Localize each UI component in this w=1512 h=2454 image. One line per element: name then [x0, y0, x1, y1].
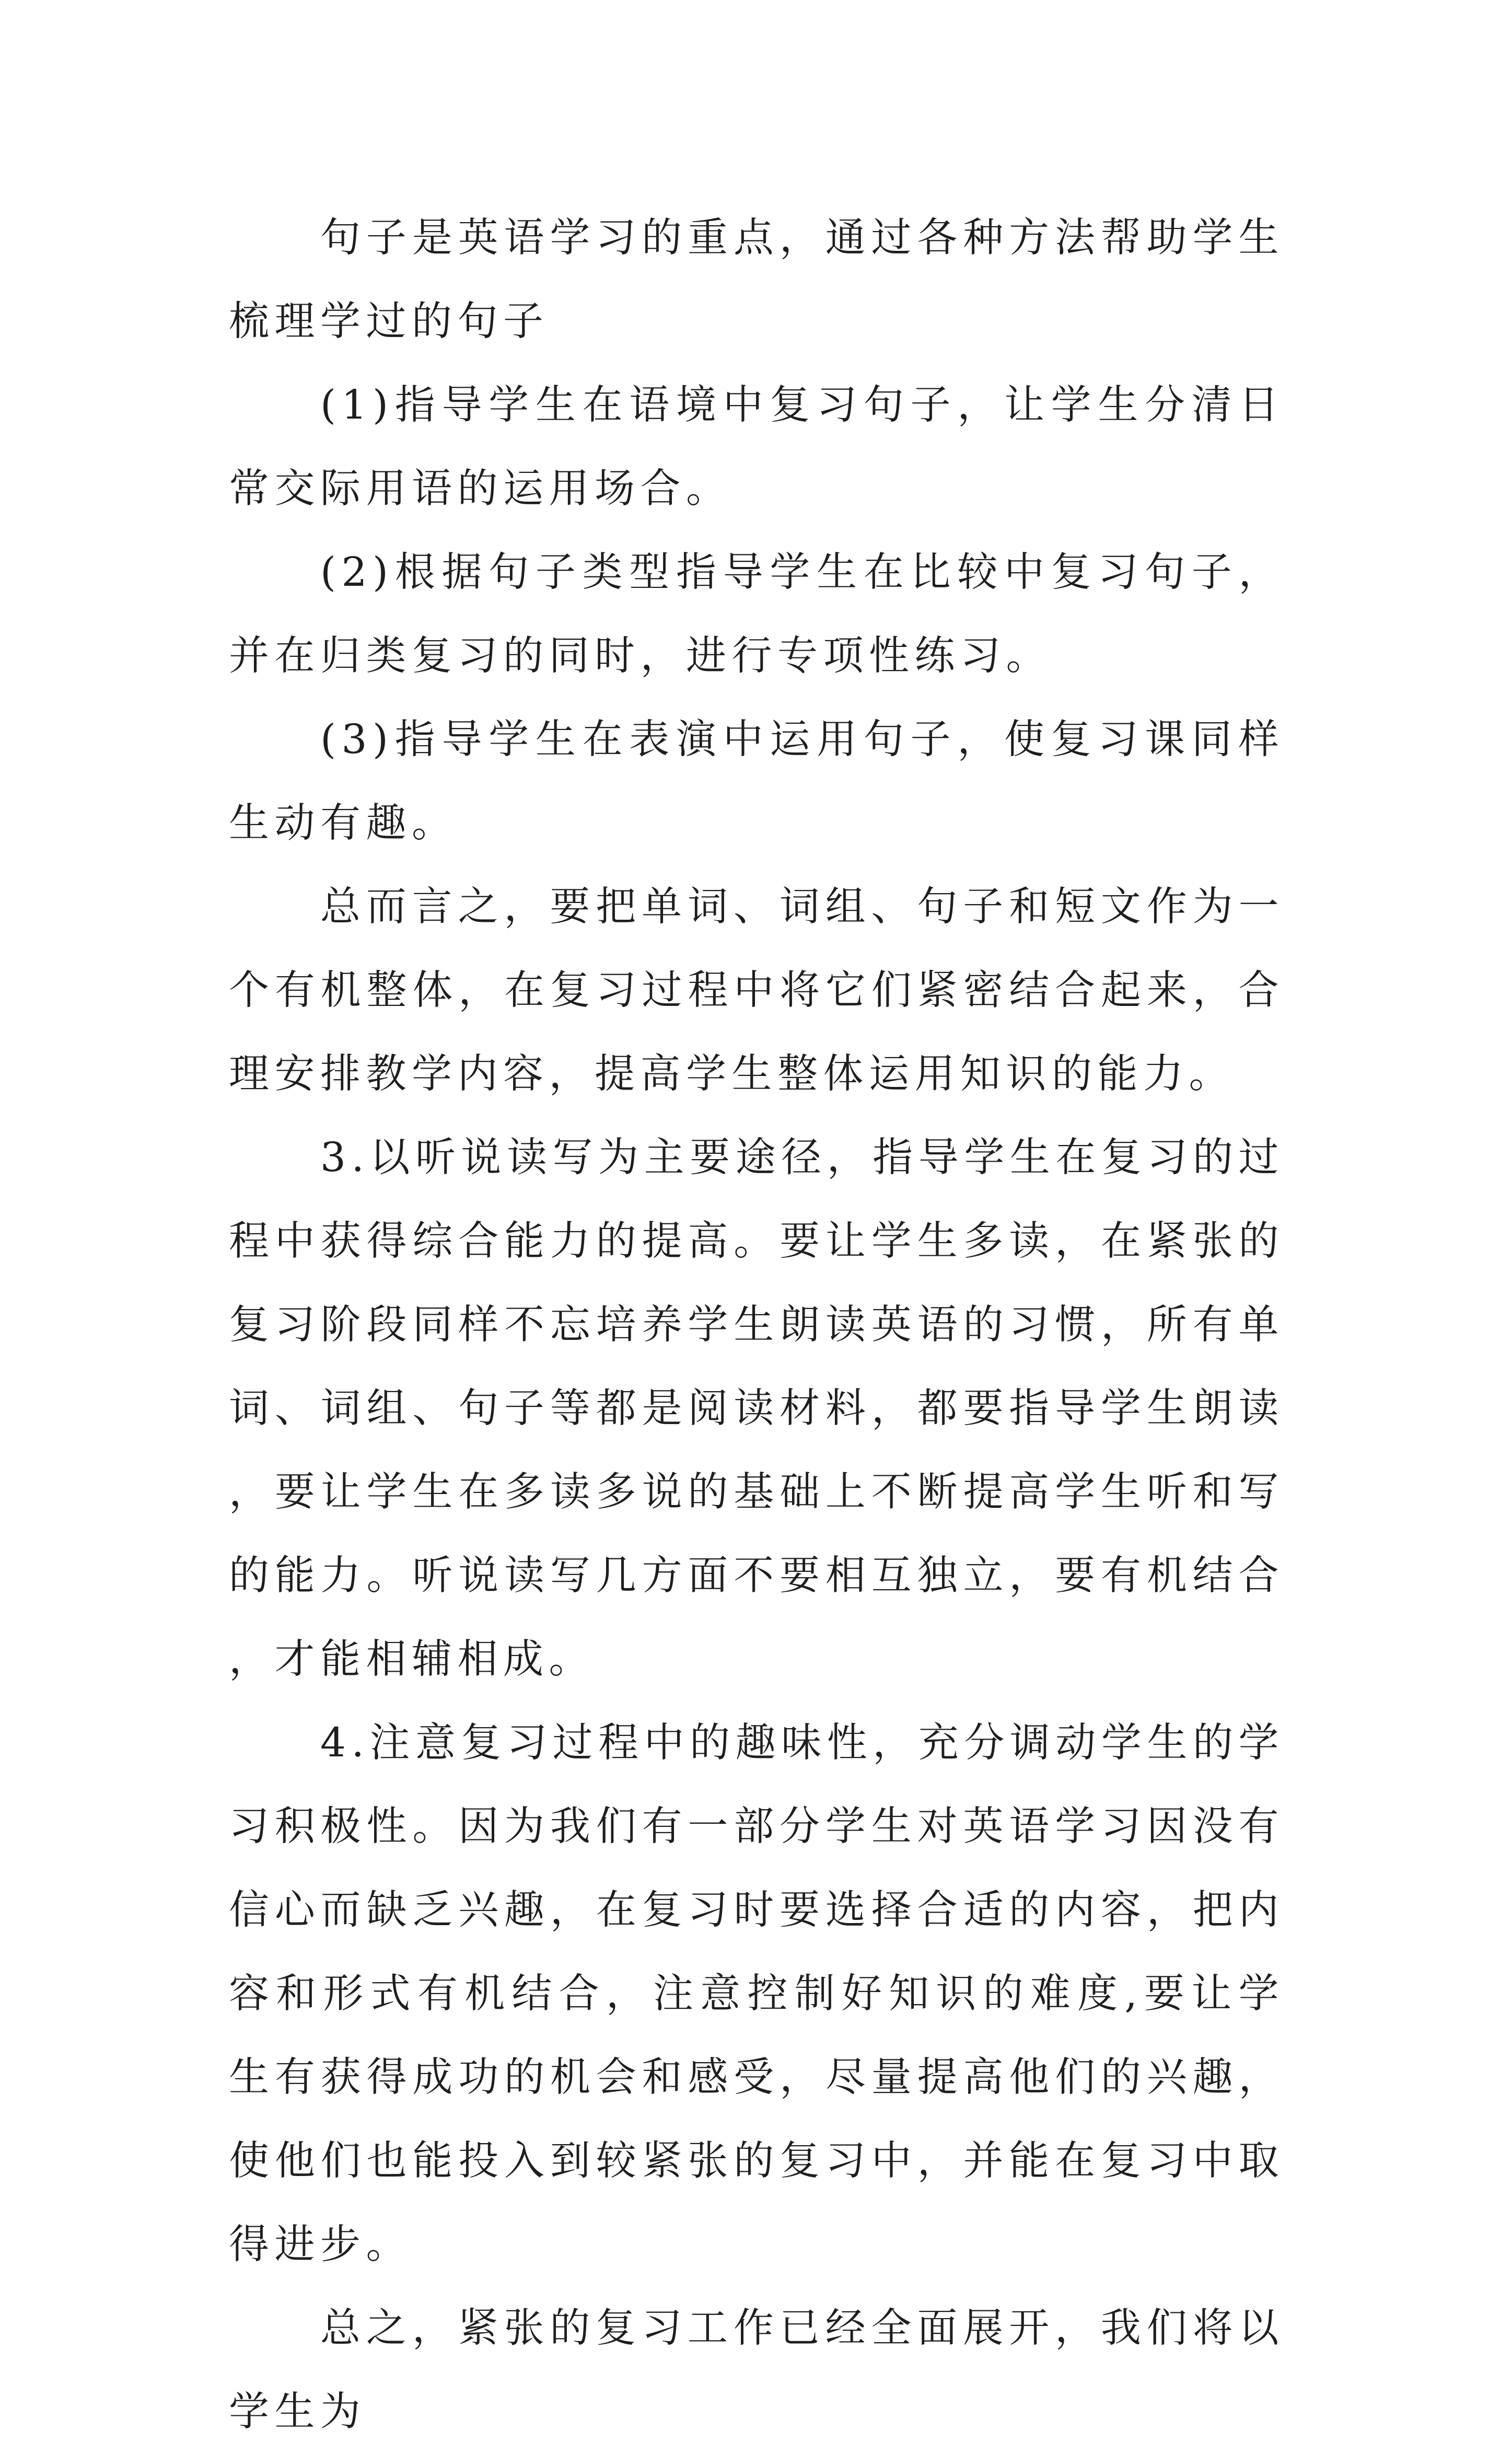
paragraph-item-1: (1)指导学生在语境中复习句子，让学生分清日常交际用语的运用场合。 [229, 382, 1284, 512]
paragraph-sentence-review-intro: 句子是英语学习的重点，通过各种方法帮助学生梳理学过的句子 [229, 215, 1284, 345]
paragraph-point-3: 3.以听说读写为主要途径，指导学生在复习的过程中获得综合能力的提高。要让学生多读，在紧张的复习阶段同样不忘培养学生朗读英语的习惯，所有单词、词组、句子等都是阅读材料，都要指导学生朗读，要让学生在多读多说的基础上不断提高学生听和写的能力。听说读写几方面不要相互独立，要有机结合，才能相辅相成。 [229, 1135, 1284, 1683]
document-body [229, 196, 1284, 2454]
paragraph-item-3: (3)指导学生在表演中运用句子，使复习课同样生动有趣。 [229, 716, 1284, 847]
paragraph-summary: 总而言之，要把单词、词组、句子和短文作为一个有机整体，在复习过程中将它们紧密结合起来，合理安排教学内容，提高学生整体运用知识的能力。 [229, 884, 1284, 1097]
paragraph-conclusion: 总之，紧张的复习工作已经全面展开，我们将以学生为 [229, 2305, 1284, 2435]
paragraph-item-2: (2)根据句子类型指导学生在比较中复习句子，并在归类复习的同时，进行专项性练习。 [229, 549, 1284, 679]
paragraph-point-4: 4.注意复习过程中的趣味性，充分调动学生的学习积极性。因为我们有一部分学生对英语学习因没有信心而缺乏兴趣，在复习时要选择合适的内容，把内容和形式有机结合，注意控制好知识的难度,要让学生有获得成功的机会和感受，尽量提高他们的兴趣，使他们也能投入到较紧张的复习中，并能在复习中取得进步。 [229, 1720, 1284, 2268]
